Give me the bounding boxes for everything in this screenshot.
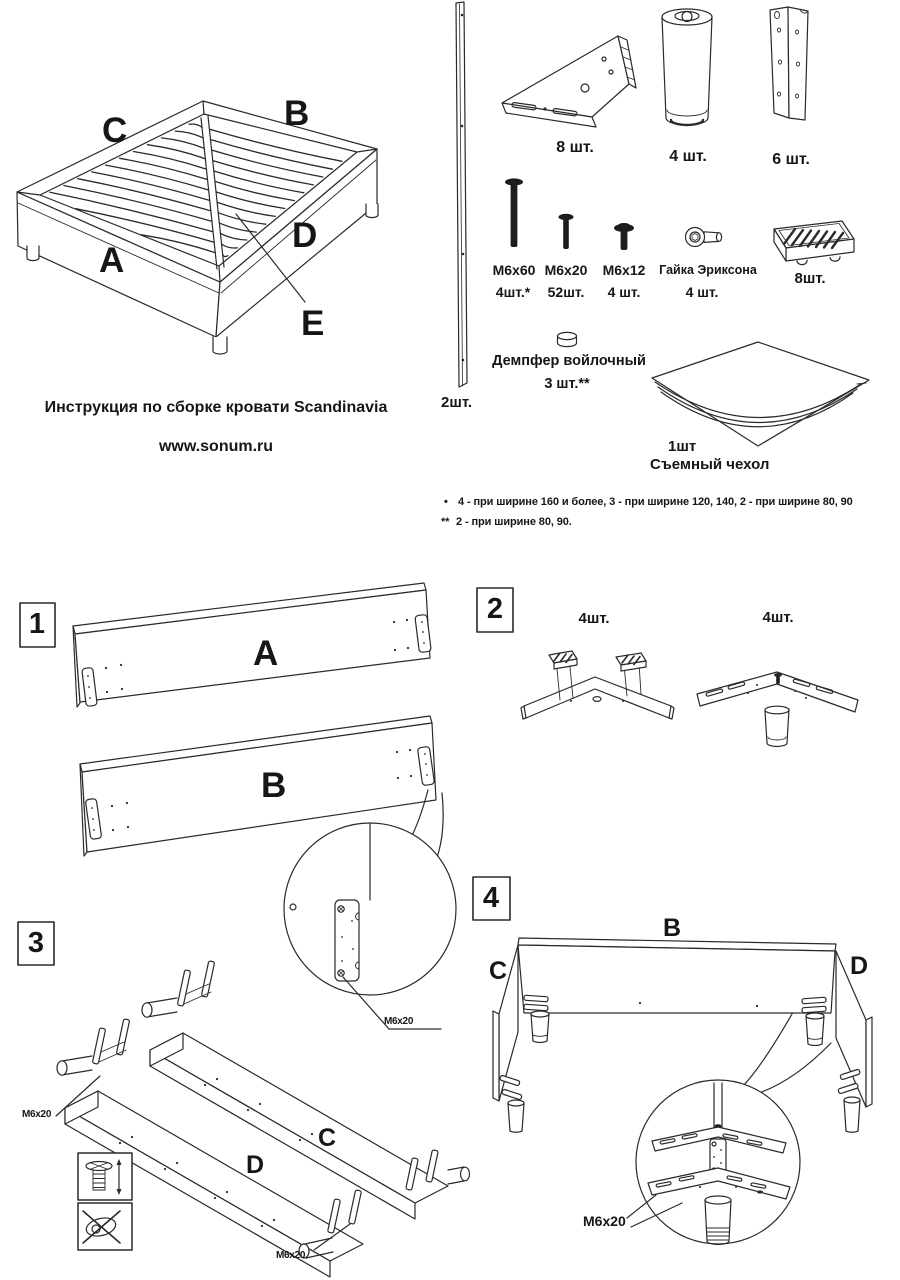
leg-qty: 4 шт. <box>669 148 707 165</box>
corner-qty: 6 шт. <box>772 151 810 168</box>
cover-drawing <box>652 342 869 446</box>
bolt-m6x60-name: М6х60 <box>492 262 536 278</box>
nut-qty: 4 шт. <box>685 284 719 300</box>
step2-number: 2 <box>486 593 504 625</box>
step4-panel-b-label: B <box>663 914 682 942</box>
footnote-2-marker: ** <box>441 516 450 528</box>
step2-drawing <box>477 588 858 747</box>
cover-qty: 1шт <box>668 438 697 455</box>
bed-label-e: E <box>301 304 325 343</box>
step4-panel-d-label: D <box>850 952 869 980</box>
bolt-m6x12-qty: 4 шт. <box>607 284 641 300</box>
footnote-2: 2 - при ширине 80, 90. <box>456 516 572 528</box>
website-link: www.sonum.ru <box>158 438 274 455</box>
step1-number: 1 <box>28 608 46 640</box>
bolt-m6x12-icon <box>614 223 634 250</box>
step1-drawing <box>20 583 456 1029</box>
bolt-m6x20-name: М6х20 <box>544 262 588 278</box>
damper-qty: 3 шт.** <box>544 376 590 392</box>
step3-number: 3 <box>27 927 45 959</box>
step4-detail-bolt-label: M6x20 <box>583 1213 626 1229</box>
bolt-m6x12-name: М6х12 <box>602 262 646 278</box>
bolt-m6x20-qty: 52шт. <box>547 284 585 300</box>
bed-label-c: C <box>102 111 128 150</box>
step4-number: 4 <box>482 882 500 914</box>
rail-qty: 2шт. <box>441 394 473 411</box>
cover-name: Съемный чехол <box>650 456 770 473</box>
step1-panel-b-label: B <box>261 766 287 805</box>
step1-detail-bolt-label: M6x20 <box>384 1016 414 1027</box>
step3-bolt-label-left: M6x20 <box>22 1109 52 1120</box>
damper-name: Демпфер войлочный <box>492 353 646 369</box>
bolt-m6x60-icon <box>505 178 523 247</box>
title-block <box>0 399 432 456</box>
felt-damper-icon <box>558 332 577 346</box>
bed-label-a: A <box>99 241 125 280</box>
step3-panel-d-label: D <box>246 1151 265 1179</box>
slat-holder-qty: 8шт. <box>794 270 826 287</box>
step3-bolt-label-bottom: M6x20 <box>276 1250 306 1261</box>
page-title: Инструкция по сборке кровати Scandinavia <box>44 399 388 416</box>
footnote-1: 4 - при ширине 160 и более, 3 - при ширине 120, 140, 2 - при ширине 80, 90 <box>458 496 853 508</box>
leg-part-drawing <box>662 9 712 125</box>
bracket-qty: 8 шт. <box>556 139 594 156</box>
step4-panel-c-label: C <box>489 957 508 985</box>
nut-name: Гайка Эриксона <box>659 263 757 277</box>
bed-label-b: B <box>284 94 310 133</box>
step1-panel-a-label: A <box>253 634 279 673</box>
angle-bracket-part-drawing <box>770 7 808 120</box>
barrel-nut-icon <box>686 228 722 247</box>
slat-holder-part-drawing <box>774 221 854 265</box>
footnote-1-marker: • <box>444 496 448 508</box>
bolt-m6x20-icon <box>559 214 574 249</box>
step2-qty-right: 4шт. <box>762 609 794 626</box>
bed-label-d: D <box>292 216 318 255</box>
bolt-m6x60-qty: 4шт.* <box>495 284 531 300</box>
step3-panel-c-label: C <box>318 1124 337 1152</box>
rail-part-drawing <box>456 2 467 387</box>
step2-qty-left: 4шт. <box>578 610 610 627</box>
corner-bracket-part-drawing <box>502 36 636 127</box>
